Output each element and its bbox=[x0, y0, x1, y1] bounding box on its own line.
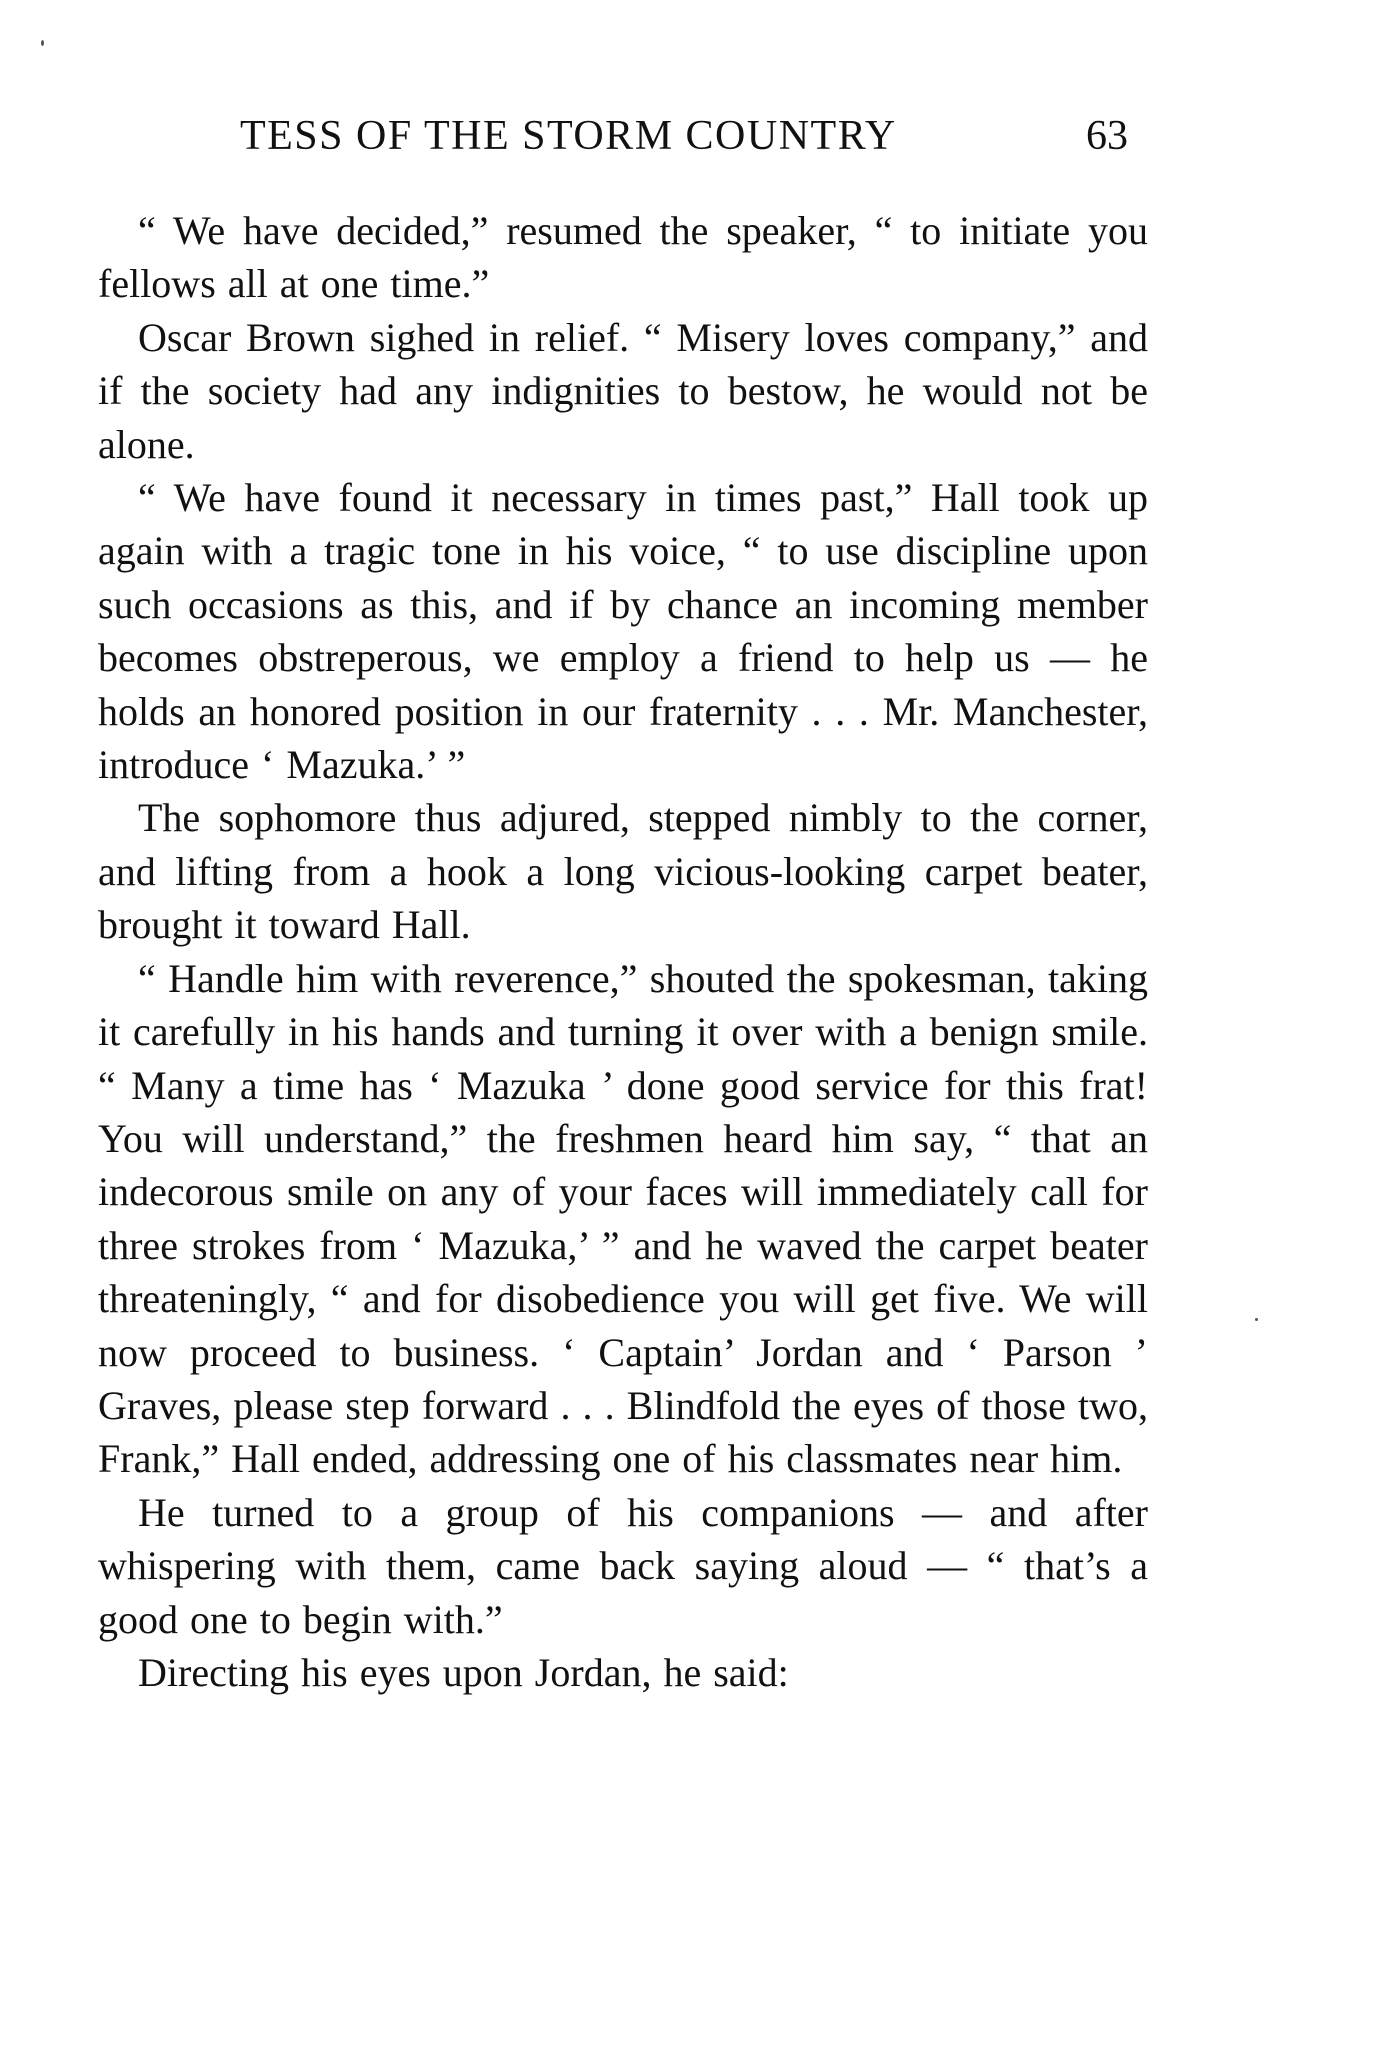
paragraph: He turned to a group of his companions — and after whispering with them, came back saying aloud — “ that’s a good one to begin with.” bbox=[98, 1489, 1148, 1642]
paragraph: “ Handle him with reverence,” shouted the spokesman, taking it carefully in his hands and turning it over with a benign smile. “ Many a time has ‘ Mazuka ’ done good service for this frat! You will understand,” the freshmen heard him say, “ that an indecorous smile on any of your faces will immediately call for three strokes from ‘ Mazuka,’ ” and he waved the carpet beater threateningly, “ and for disobedience you will get five. We will now proceed to business. ‘ Captain’ Jordan and ‘ Parson ’ Graves, please step forward . . . Blindfold the eyes of those two, Frank,” Hall ended, addressing one of his classmates near him. bbox=[98, 955, 1148, 1482]
paper-speck bbox=[41, 40, 44, 46]
page-number: 63 bbox=[1086, 113, 1128, 159]
body-text bbox=[98, 204, 1148, 1699]
running-head: TESS OF THE STORM COUNTRY bbox=[240, 113, 897, 159]
page-header bbox=[240, 108, 1140, 164]
paragraph: “ We have decided,” resumed the speaker, “ to initiate you fellows all at one time.” bbox=[98, 208, 1148, 307]
paragraph: Directing his eyes upon Jordan, he said: bbox=[138, 1649, 789, 1695]
paragraph: “ We have found it necessary in times past,” Hall took up again with a tragic tone in his voice, “ to use discipline upon such occasions as this, and if by chance an incoming member becomes obstreperous, we employ a friend to help us — he holds an honored position in our fraternity . . . Mr. Manchester, introduce ‘ Mazuka.’ ” bbox=[98, 475, 1148, 788]
paper-speck bbox=[1255, 1318, 1258, 1321]
paragraph: The sophomore thus adjured, stepped nimbly to the corner, and lifting from a hook a long vicious-looking carpet beater, brought it toward Hall. bbox=[98, 795, 1148, 948]
paragraph: Oscar Brown sighed in relief. “ Misery loves company,” and if the society had any indignities to bestow, he would not be alone. bbox=[98, 314, 1148, 467]
